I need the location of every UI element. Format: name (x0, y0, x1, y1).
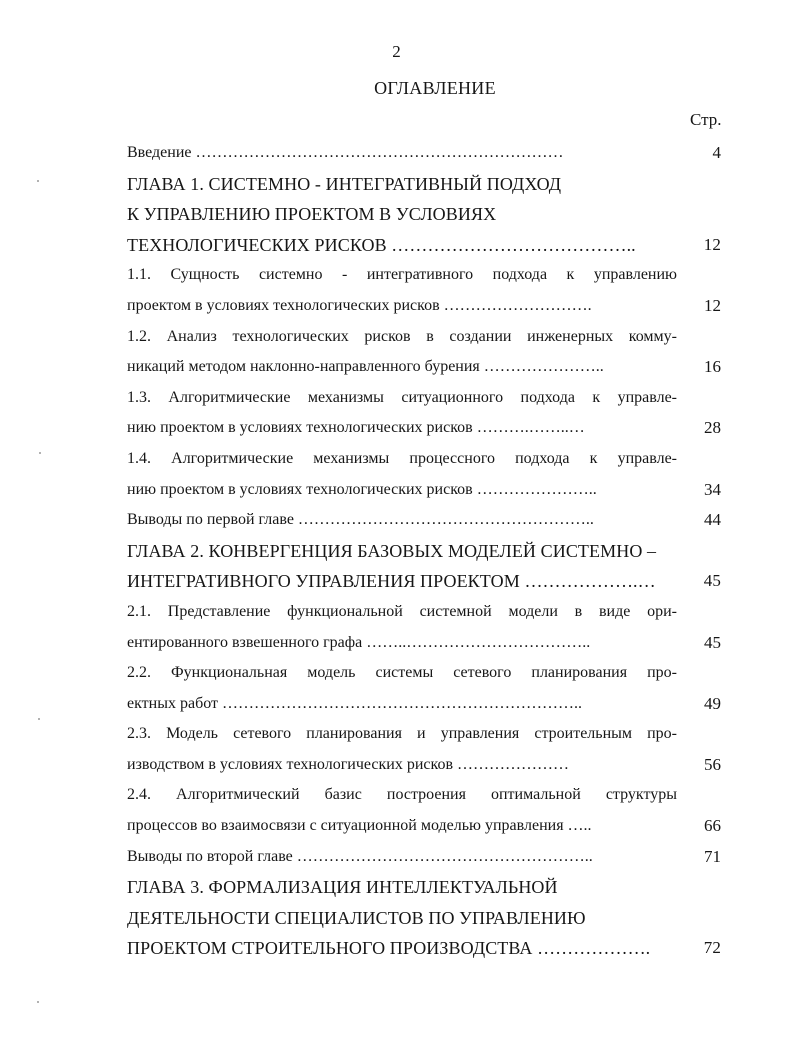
toc-chapter-1-line-1 (127, 169, 733, 200)
toc-entry-text: ентированного взвешенного графа ……..…………………………….. (127, 633, 591, 651)
toc-entry-text: изводством в условиях технологических рисков ………………… (127, 755, 569, 773)
toc-section-2-3-line-2 (127, 750, 733, 781)
scan-speck (37, 180, 39, 182)
toc-entry-text: процессов во взаимосвязи с ситуационной моделью управления ….. (127, 817, 592, 835)
toc-section-1-1-line-1: 1.1. Сущность системно - интегративного подхода к управлению (127, 266, 677, 284)
toc-section-1-3-line-1: 1.3. Алгоритмические механизмы ситуационного подхода к управле- (127, 388, 677, 406)
scan-speck (39, 452, 41, 454)
page-column-header: Стр. (690, 110, 722, 129)
toc-entry-text: ГЛАВА 1. СИСТЕМНО - ИНТЕГРАТИВНЫЙ ПОДХОД (127, 173, 562, 194)
toc-entry-page: 28 (704, 418, 721, 438)
toc-entry-page: 4 (712, 143, 721, 162)
toc-entry-text: ГЛАВА 2. КОНВЕРГЕНЦИЯ БАЗОВЫХ МОДЕЛЕЙ СИСТЕМНО – (127, 540, 657, 561)
toc-entry-page: 66 (704, 816, 721, 836)
toc-entry-page: 49 (704, 693, 721, 713)
page-title: ОГЛАВЛЕНИЕ (374, 78, 496, 98)
toc-entry-text: Выводы по первой главе ……………………………………………….. (127, 511, 594, 529)
toc-chapter-3-line-2 (127, 903, 733, 934)
toc-entry-page: 45 (704, 632, 721, 652)
toc-section-2-4-line-1: 2.4. Алгоритмический базис построения оптимальной структуры (127, 786, 677, 804)
toc-entry-text: ектных работ ………………………………………………………….. (127, 694, 582, 712)
toc-entry-page: 56 (704, 754, 721, 774)
page-number: 2 (392, 42, 401, 61)
toc-chapter-3-line-1 (127, 872, 733, 903)
toc-entry-page: 45 (703, 571, 721, 591)
toc-section-2-3-line-1: 2.3. Модель сетевого планирования и управления строительным про- (127, 725, 677, 743)
toc-entry-page: 44 (704, 510, 721, 530)
scan-speck (38, 718, 40, 720)
scan-speck (37, 1001, 39, 1003)
toc-entry-text: ТЕХНОЛОГИЧЕСКИХ РИСКОВ ………………………………….. (127, 234, 636, 255)
toc-chapter-2-line-1 (127, 536, 733, 567)
toc-section-1-4-line-2 (127, 475, 733, 506)
toc-section-1-2-line-1: 1.2. Анализ технологических рисков в создании инженерных комму- (127, 327, 677, 345)
toc-entry-text: нию проектом в условиях технологических рисков ………………….. (127, 480, 597, 498)
toc-section-2-1-line-1: 2.1. Представление функциональной системной модели в виде ори- (127, 602, 677, 620)
toc-chapter-3-line-3 (127, 933, 733, 964)
toc-section-1-1-line-2 (127, 291, 733, 322)
toc-chapter-1-line-2 (127, 199, 733, 230)
toc-entry-text: ДЕЯТЕЛЬНОСТИ СПЕЦИАЛИСТОВ ПО УПРАВЛЕНИЮ (127, 907, 586, 928)
toc-entry-introduction (127, 138, 733, 169)
toc-section-1-2-line-2 (127, 352, 733, 383)
toc-entry-page: 16 (704, 357, 721, 377)
toc-section-1-4-line-1: 1.4. Алгоритмические механизмы процессного подхода к управле- (127, 449, 677, 467)
toc-entry-text: никаций методом наклонно-направленного бурения ………………….. (127, 358, 604, 376)
toc-conclusions-chapter-1 (127, 505, 733, 536)
toc-entry-page: 71 (704, 846, 721, 866)
toc-entry-text: ПРОЕКТОМ СТРОИТЕЛЬНОГО ПРОИЗВОДСТВА ………………. (127, 938, 651, 959)
toc-entry-text: ИНТЕГРАТИВНОГО УПРАВЛЕНИЯ ПРОЕКТОМ ……………….… (127, 571, 656, 592)
toc-entry-page: 12 (704, 295, 721, 315)
toc-section-2-2-line-1: 2.2. Функциональная модель системы сетевого планирования про- (127, 664, 677, 682)
toc-section-2-2-line-2 (127, 689, 733, 720)
table-of-contents (127, 138, 733, 964)
toc-entry-text: Выводы по второй главе ……………………………………………….. (127, 847, 593, 865)
toc-entry-text: нию проектом в условиях технологических рисков ……….……..… (127, 419, 585, 437)
toc-entry-text: К УПРАВЛЕНИЮ ПРОЕКТОМ В УСЛОВИЯХ (127, 204, 497, 225)
toc-section-1-3-line-2 (127, 413, 733, 444)
toc-entry-text: ГЛАВА 3. ФОРМАЛИЗАЦИЯ ИНТЕЛЛЕКТУАЛЬНОЙ (127, 877, 558, 898)
toc-entry-page: 72 (703, 938, 721, 958)
toc-chapter-1-line-3 (127, 230, 733, 261)
toc-chapter-2-line-2 (127, 566, 733, 597)
toc-entry-page: 12 (703, 234, 721, 254)
toc-section-2-4-line-2 (127, 811, 733, 842)
toc-entry-text: Введение …………………………………………………………… (127, 144, 564, 161)
toc-entry-text: проектом в условиях технологических рисков ………………………. (127, 296, 592, 314)
toc-conclusions-chapter-2 (127, 842, 733, 873)
toc-section-2-1-line-2 (127, 628, 733, 659)
toc-entry-page: 34 (704, 479, 721, 499)
